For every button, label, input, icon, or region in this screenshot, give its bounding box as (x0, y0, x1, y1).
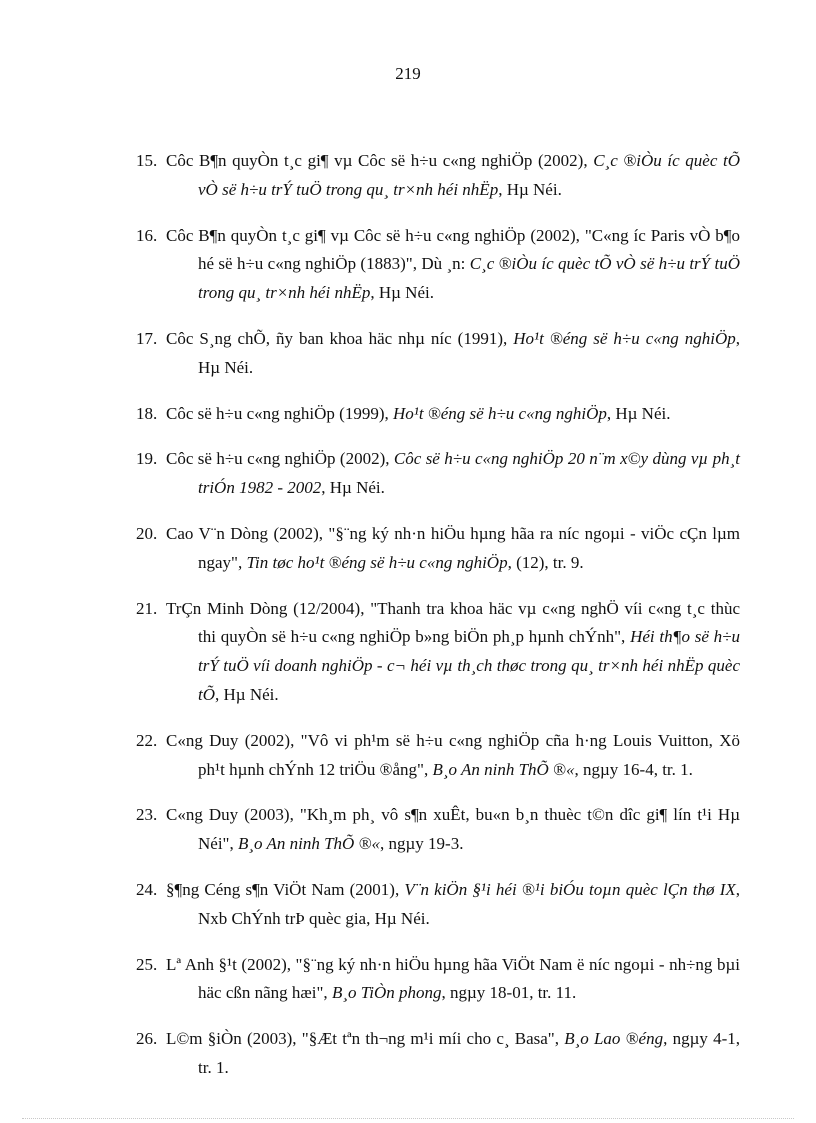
reference-authors: Côc B¶n quyÒn t¸c gi¶ vµ Côc së h÷u c«ng nghiÖp (2002), "C«ng íc Paris vÒ b¶o hé së h÷u c«ng nghiÖp (1883)", Dù ¸n: (166, 225, 740, 274)
reference-details: , (12), tr. 9. (507, 552, 584, 572)
reference-item (136, 147, 740, 205)
reference-number: 19. (136, 449, 158, 469)
reference-authors: §¶ng Céng s¶n ViÖt Nam (2001), (166, 879, 405, 899)
reference-authors: C«ng Duy (2002), "Vô vi ph¹m së h÷u c«ng nghiÖp cña h·ng Louis Vuitton, Xö ph¹t hµnh chÝnh 12 triÖu ®ång", (166, 730, 740, 779)
reference-title: C¸c ®iÒu íc quèc tÕ vÒ së h÷u trÝ tuÖ trong qu¸ tr×nh héi nhËp (198, 151, 740, 199)
reference-item (136, 325, 740, 383)
reference-item (136, 445, 740, 503)
reference-details: , ngµy 16-4, tr. 1. (574, 759, 693, 779)
reference-title: B¸o Lao ®éng (564, 1029, 664, 1049)
reference-authors: TrÇn Minh Dòng (12/2004), "Thanh tra khoa häc vµ c«ng nghÖ víi c«ng t¸c thùc thi quyÒn së h÷u c«ng nghiÖp b»ng biÖn ph¸p hµnh chÝnh", (166, 598, 740, 647)
page-bottom-rule (22, 1118, 794, 1119)
reference-number: 25. (136, 954, 158, 974)
reference-number: 18. (136, 403, 158, 423)
reference-item (136, 1025, 740, 1083)
reference-details: , Hµ Néi. (198, 328, 740, 377)
reference-number: 16. (136, 225, 158, 245)
page-number: 219 (395, 64, 421, 83)
reference-number: 22. (136, 730, 158, 750)
reference-item (136, 951, 740, 1009)
reference-details: , Hµ Néi. (370, 283, 434, 303)
reference-item (136, 876, 740, 934)
reference-title: Ho¹t ®éng së h÷u c«ng nghiÖp (393, 403, 607, 423)
reference-number: 23. (136, 805, 158, 825)
reference-authors: Côc së h÷u c«ng nghiÖp (1999), (166, 403, 393, 423)
reference-title: B¸o An ninh ThÕ ®« (238, 834, 380, 854)
reference-details: , ngµy 19-3. (380, 834, 464, 854)
reference-details: , Hµ Néi. (606, 403, 671, 423)
reference-authors: Côc S¸ng chÕ, ñy ban khoa häc nhµ níc (1991), (166, 328, 514, 348)
reference-item (136, 222, 740, 308)
reference-list (136, 130, 740, 1089)
reference-item (136, 595, 740, 710)
reference-authors: Côc B¶n quyÒn t¸c gi¶ vµ Côc së h÷u c«ng nghiÖp (2002), (166, 151, 594, 170)
reference-title: Tin tøc ho¹t ®éng së h÷u c«ng nghiÖp (246, 552, 508, 572)
reference-number: 24. (136, 879, 158, 899)
reference-item (136, 801, 740, 859)
reference-details: , ngµy 18-01, tr. 11. (441, 983, 577, 1003)
reference-authors: Cao V¨n Dòng (2002), "§¨ng ký nh·n hiÖu hµng hãa ra níc ngoµi - viÖc cÇn lµm ngay", (166, 523, 740, 572)
reference-authors: Lª Anh §¹t (2002), "§¨ng ký nh·n hiÖu hµng hãa ViÖt Nam ë níc ngoµi - nh÷ng bµi häc cßn nãng hæi", (166, 954, 740, 1003)
reference-item (136, 520, 740, 578)
reference-title: Héi th¶o së h÷u trÝ tuÖ víi doanh nghiÖp - c¬ héi vµ th¸ch thøc trong qu¸ tr×nh héi nhËp quèc tÕ (198, 627, 741, 704)
reference-details: , ngµy 4-1, tr. 1. (198, 1029, 741, 1077)
reference-title: V¨n kiÖn §¹i héi ®¹i biÓu toµn quèc lÇn thø IX (404, 879, 736, 899)
reference-details: , Hµ Néi. (321, 478, 385, 498)
reference-authors: L©m §iÒn (2003), "§Æt tªn th¬ng m¹i míi cho c¸ Basa", (166, 1029, 565, 1049)
reference-title: Ho¹t ®éng së h÷u c«ng nghiÖp (513, 328, 736, 348)
reference-authors: C«ng Duy (2003), "Kh¸m ph¸ vô s¶n xuÊt, bu«n b¸n thuèc t©n dîc gi¶ lín t¹i Hµ Néi", (166, 805, 740, 854)
reference-title: Côc së h÷u c«ng nghiÖp 20 n¨m x©y dùng vµ ph¸t triÓn 1982 - 2002 (198, 449, 741, 498)
reference-authors: Côc së h÷u c«ng nghiÖp (2002), (166, 449, 394, 469)
reference-item (136, 400, 740, 429)
reference-number: 21. (136, 598, 158, 618)
reference-item (136, 727, 740, 785)
reference-number: 17. (136, 328, 158, 348)
reference-number: 26. (136, 1029, 158, 1049)
reference-details: , Nxb ChÝnh trÞ quèc gia, Hµ Néi. (198, 879, 741, 928)
reference-number: 15. (136, 151, 158, 170)
reference-details: , Hµ Néi. (498, 179, 562, 199)
reference-details: , Hµ Néi. (215, 684, 279, 704)
reference-title: B¸o TiÒn phong (331, 983, 442, 1003)
reference-title: C¸c ®iÒu íc quèc tÕ vÒ së h÷u trÝ tuÖ trong qu¸ tr×nh héi nhËp (198, 254, 740, 303)
reference-number: 20. (136, 523, 158, 543)
reference-title: B¸o An ninh ThÕ ®« (432, 759, 575, 779)
